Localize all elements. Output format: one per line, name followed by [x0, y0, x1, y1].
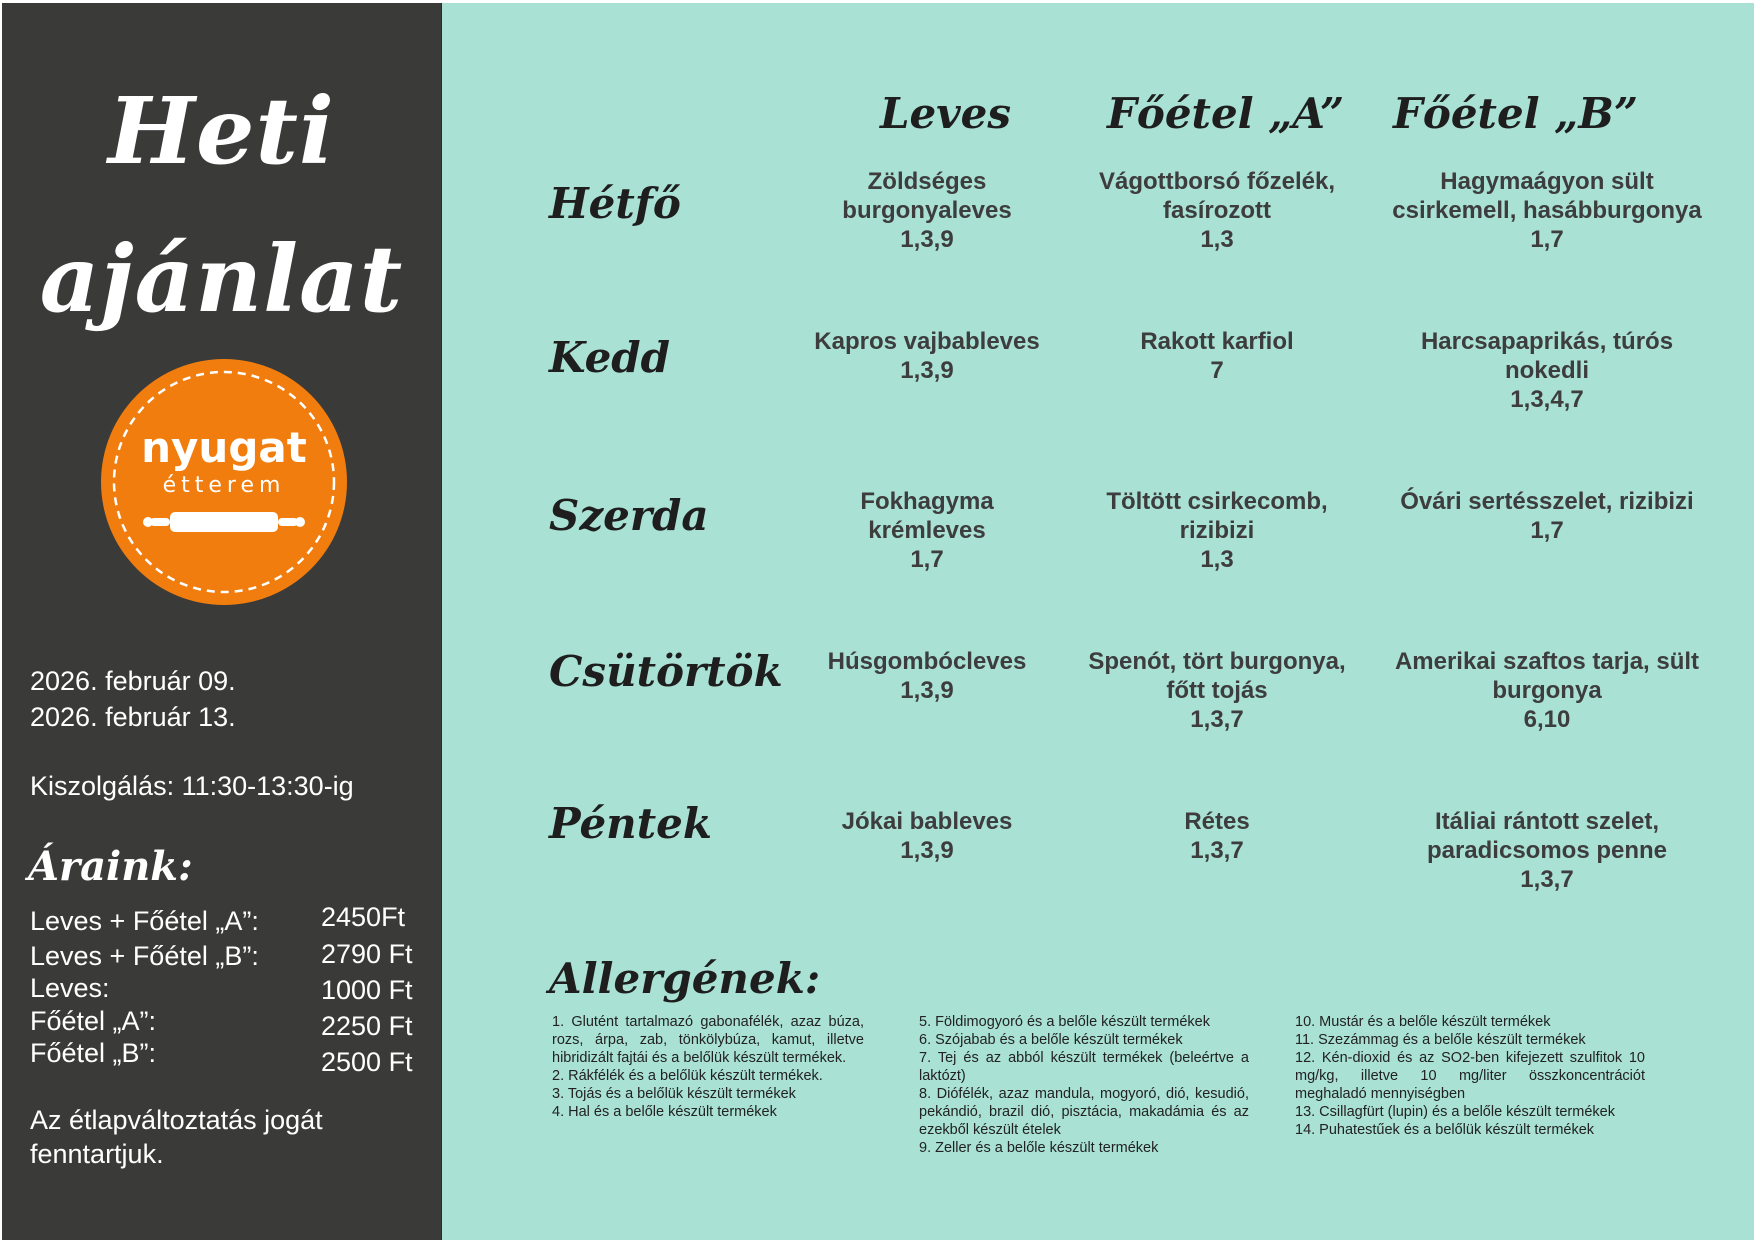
day-friday: Péntek: [549, 799, 712, 848]
dish-name: Húsgombócleves: [827, 648, 1027, 675]
price-label: Főétel „B”:: [30, 1038, 157, 1068]
allergen-codes: 1,3,9: [900, 677, 954, 704]
menu-cell: [1082, 487, 1352, 574]
menu-cell: [1082, 167, 1352, 254]
dish-name: Spenót, tört burgonya, főtt tojás: [1088, 648, 1346, 704]
allergen-item: 10. Mustár és a belőle készült termékek: [1295, 1014, 1551, 1030]
price-value: 2500 Ft: [321, 1047, 413, 1077]
column-header-main-b: Főétel „B”: [1393, 89, 1639, 138]
allergen-codes: 1,3,9: [900, 837, 954, 864]
price-value: 2250 Ft: [321, 1011, 413, 1041]
allergen-codes: 1,3,7: [1190, 706, 1244, 733]
dish-name: Töltött csirkecomb, rizibizi: [1106, 488, 1328, 544]
menu-cell: [812, 487, 1042, 574]
prices-title: Áraink:: [28, 843, 193, 890]
dish-name: Amerikai szaftos tarja, sült burgonya: [1394, 648, 1700, 704]
price-label: Főétel „A”:: [30, 1006, 157, 1036]
allergen-codes: 1,7: [1530, 226, 1564, 253]
allergen-codes: 1,3,4,7: [1510, 386, 1584, 413]
sidebar: [2, 3, 441, 1240]
dish-name: Rakott karfiol: [1140, 328, 1294, 355]
date-to: 2026. február 13.: [30, 702, 236, 732]
allergen-item: 9. Zeller és a belőle készült termékek: [919, 1140, 1159, 1156]
price-value: 2450Ft: [321, 902, 406, 932]
dish-name: Itáliai rántott szelet, paradicsomos penne: [1426, 808, 1668, 864]
allergen-codes: 1,3,9: [900, 357, 954, 384]
day-tuesday: Kedd: [549, 333, 671, 382]
menu-cell: [812, 327, 1042, 385]
price-value: 2790 Ft: [321, 939, 413, 969]
dish-name: Jókai bableves: [841, 808, 1013, 835]
menu-cell: [812, 167, 1042, 254]
menu-cell: [1082, 327, 1352, 385]
allergen-codes: 1,7: [1530, 517, 1564, 544]
allergen-codes: 1,3,7: [1520, 866, 1574, 893]
menu-panel: [441, 3, 1754, 1240]
logo-subtitle: étterem: [162, 473, 286, 498]
menu-cell: [1377, 807, 1717, 894]
dish-name: Óvári sertésszelet, rizibizi: [1400, 488, 1694, 515]
allergen-list-1: [552, 1013, 864, 1121]
price-label: Leves + Főétel „B”:: [30, 941, 259, 971]
allergen-item: 13. Csillagfürt (lupin) és a belőle készült termékek: [1295, 1104, 1615, 1120]
allergen-codes: 1,7: [910, 546, 944, 573]
day-wednesday: Szerda: [549, 491, 709, 540]
allergen-item: 5. Földimogyoró és a belőle készült termékek: [919, 1014, 1210, 1030]
column-header-soup: Leves: [880, 89, 1012, 138]
logo-name: nyugat: [141, 423, 307, 472]
allergen-item: 3. Tojás és a belőlük készült termékek: [552, 1086, 796, 1102]
service-hours: Kiszolgálás: 11:30-13:30-ig: [30, 771, 354, 801]
menu-cell: [812, 647, 1042, 705]
allergen-item: 4. Hal és a belőle készült termékek: [552, 1104, 777, 1120]
allergen-codes: 1,3: [1200, 226, 1234, 253]
title-line-2: ajánlat: [39, 225, 404, 333]
allergen-codes: 1,3,9: [900, 226, 954, 253]
dish-name: Rétes: [1184, 808, 1250, 835]
allergen-codes: 1,3: [1200, 546, 1234, 573]
allergen-codes: 6,10: [1523, 706, 1571, 733]
dish-name: Hagymaágyon sült csirkemell, hasábburgonya: [1392, 168, 1702, 224]
allergen-list-3: [1295, 1013, 1645, 1139]
dish-name: Harcsapaprikás, túrós nokedli: [1420, 328, 1674, 384]
allergen-item: 12. Kén-dioxid és az SO2-ben kifejezett szulfitok 10 mg/kg, illetve 10 mg/liter összkoncentrációt meghaladó mennyiségben: [1295, 1050, 1645, 1102]
price-value: 1000 Ft: [321, 975, 413, 1005]
menu-cell: [812, 807, 1042, 865]
menu-cell: [1377, 167, 1717, 254]
allergen-item: 2. Rákfélék és a belőlük készült termékek.: [552, 1068, 823, 1084]
allergen-item: 8. Diófélék, azaz mandula, mogyoró, dió, kesudió, pekándió, brazil dió, pisztácia, makadámia és az ezekből készült ételek: [919, 1086, 1249, 1138]
disclaimer: Az étlapváltoztatás jogát fenntartjuk.: [30, 1105, 323, 1169]
allergen-item: 6. Szójabab és a belőle készült termékek: [919, 1032, 1183, 1048]
menu-cell: [1377, 327, 1717, 414]
price-label: Leves:: [30, 973, 110, 1003]
column-header-main-a: Főétel „A”: [1107, 89, 1345, 138]
dish-name: Kapros vajbableves: [814, 328, 1040, 355]
allergen-item: 14. Puhatestűek és a belőlük készült termékek: [1295, 1122, 1595, 1138]
menu-cell: [1377, 487, 1717, 545]
allergen-list-2: [919, 1013, 1249, 1157]
dish-name: Fokhagyma krémleves: [860, 488, 994, 544]
allergen-item: 1. Glutént tartalmazó gabonafélék, azaz búza, rozs, árpa, zab, tönkölybúza, kamut, illetve hibridizált fajtái és a belőlük készült termékek.: [552, 1014, 864, 1066]
price-label: Leves + Főétel „A”:: [30, 906, 259, 936]
day-monday: Hétfő: [549, 179, 681, 228]
dish-name: Zöldséges burgonyaleves: [842, 168, 1012, 224]
dish-name: Vágottborsó főzelék, fasírozott: [1098, 168, 1336, 224]
menu-cell: [1082, 807, 1352, 865]
date-from: 2026. február 09.: [30, 666, 236, 696]
menu-cell: [1082, 647, 1352, 734]
allergen-item: 7. Tej és az abból készült termékek (beleértve a laktózt): [919, 1050, 1249, 1084]
allergen-item: 11. Szezámmag és a belőle készült termékek: [1295, 1032, 1586, 1048]
restaurant-logo: [100, 358, 348, 606]
menu-cell: [1377, 647, 1717, 734]
allergen-codes: 1,3,7: [1190, 837, 1244, 864]
allergen-codes: 7: [1210, 357, 1224, 384]
title-line-1: Heti: [108, 77, 335, 185]
allergens-title: Allergének:: [549, 954, 821, 1003]
day-thursday: Csütörtök: [549, 647, 783, 696]
